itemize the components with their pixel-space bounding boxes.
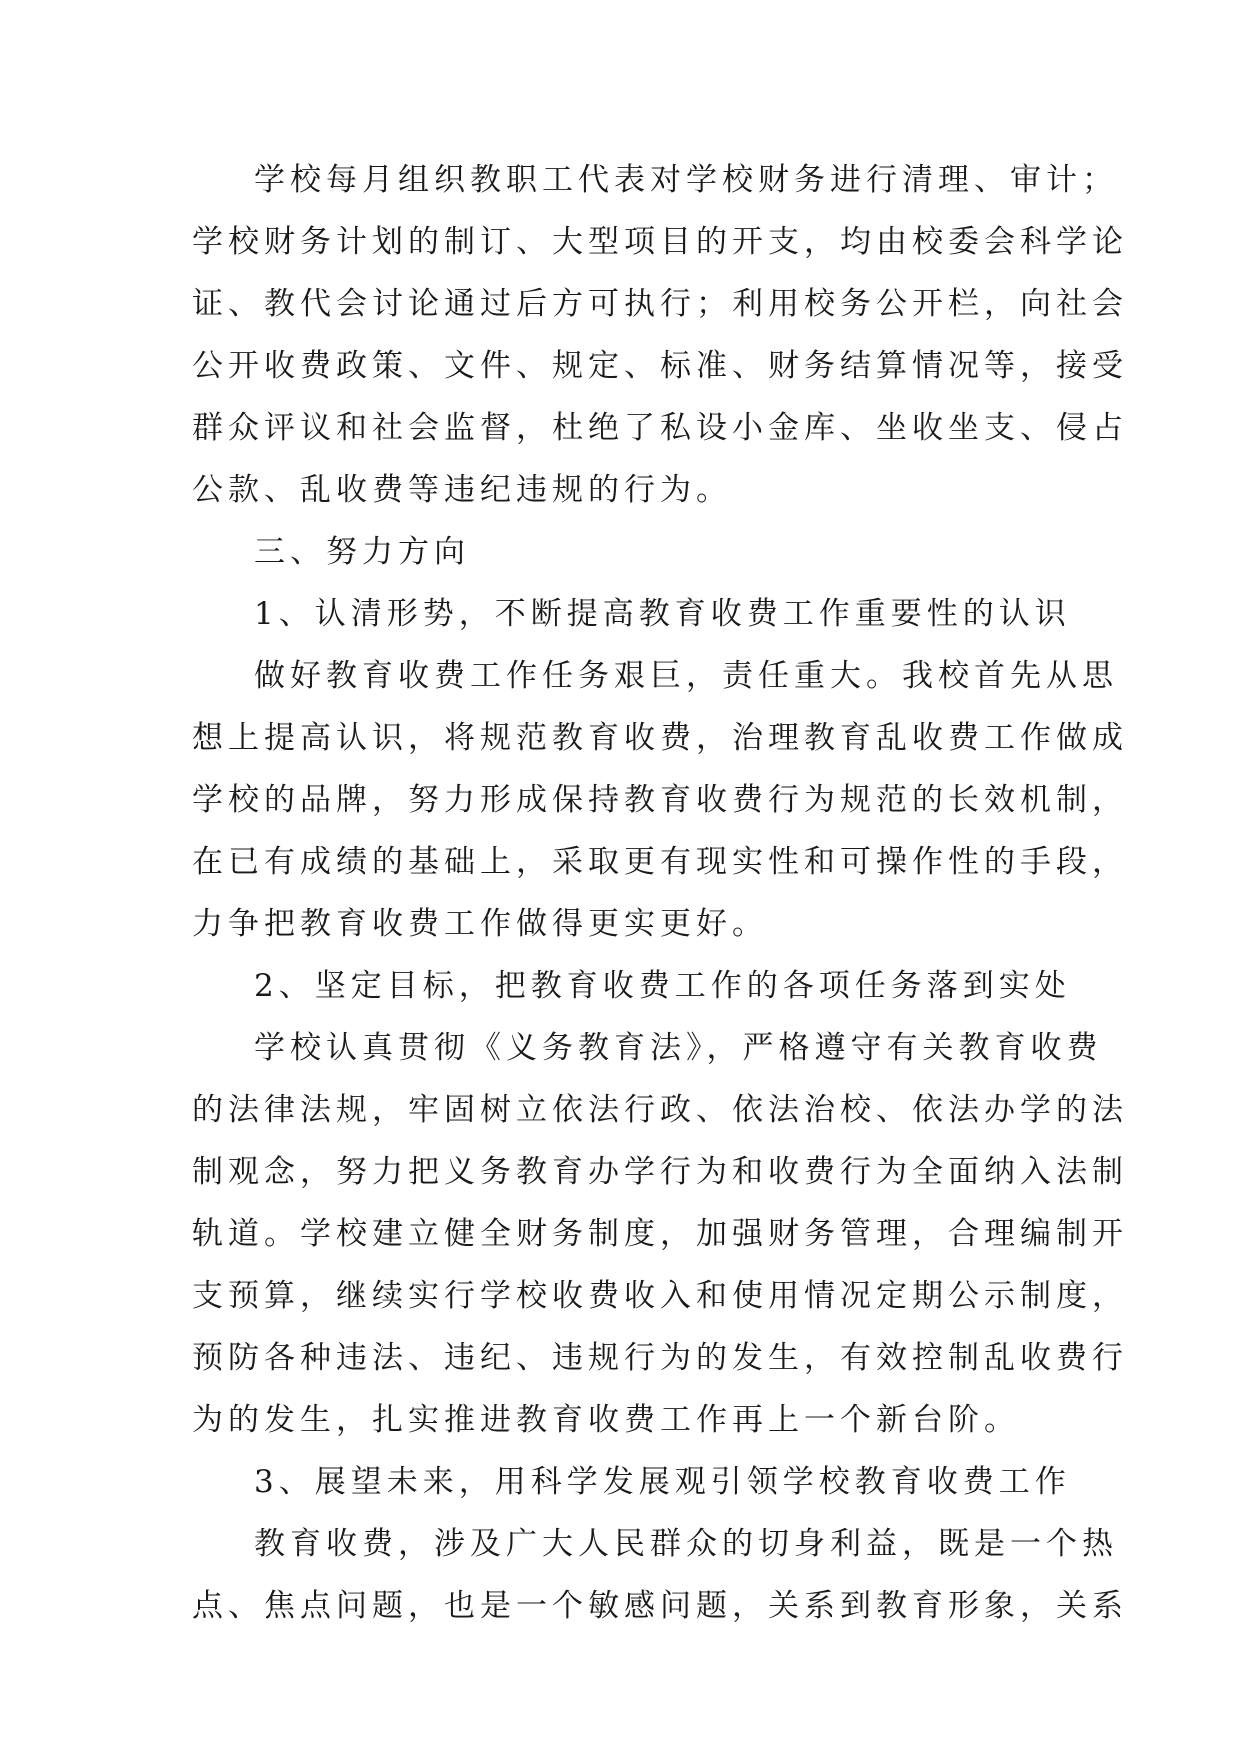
text-line: 轨道。学校建立健全财务制度，加强财务管理，合理编制开 [192, 1216, 1128, 1252]
text-line: 的法律法规，牢固树立依法行政、依法治校、依法办学的法 [192, 1092, 1128, 1128]
text-line: 在已有成绩的基础上，采取更有现实性和可操作性的手段， [192, 844, 1128, 880]
text-line: 公款、乱收费等违纪违规的行为。 [192, 472, 732, 508]
text-line: 想上提高认识，将规范教育收费，治理教育乱收费工作做成 [192, 720, 1128, 756]
subsection-heading: 2、坚定目标，把教育收费工作的各项任务落到实处 [254, 968, 1071, 1004]
text-line: 公开收费政策、文件、规定、标准、财务结算情况等，接受 [192, 348, 1128, 384]
text-line: 学校的品牌，努力形成保持教育收费行为规范的长效机制， [192, 782, 1128, 818]
text-line: 做好教育收费工作任务艰巨，责任重大。我校首先从思 [254, 658, 1118, 694]
text-line: 支预算，继续实行学校收费收入和使用情况定期公示制度， [192, 1278, 1128, 1314]
text-line: 力争把教育收费工作做得更实更好。 [192, 906, 768, 942]
section-heading: 三、努力方向 [254, 534, 470, 570]
text-line: 制观念，努力把义务教育办学行为和收费行为全面纳入法制 [192, 1154, 1128, 1190]
text-line: 点、焦点问题，也是一个敏感问题，关系到教育形象，关系 [192, 1588, 1128, 1624]
text-line: 预防各种违法、违纪、违规行为的发生，有效控制乱收费行 [192, 1340, 1128, 1376]
text-line: 证、教代会讨论通过后方可执行；利用校务公开栏，向社会 [192, 286, 1128, 322]
text-line: 学校每月组织教职工代表对学校财务进行清理、审计； [254, 162, 1118, 198]
text-line: 为的发生，扎实推进教育收费工作再上一个新台阶。 [192, 1402, 1020, 1438]
text-line: 教育收费，涉及广大人民群众的切身利益，既是一个热 [254, 1526, 1118, 1562]
subsection-heading: 1、认清形势，不断提高教育收费工作重要性的认识 [254, 596, 1071, 632]
document-body [192, 149, 1128, 1637]
text-line: 学校财务计划的制订、大型项目的开支，均由校委会科学论 [192, 224, 1128, 260]
subsection-heading: 3、展望未来，用科学发展观引领学校教育收费工作 [254, 1464, 1071, 1500]
text-line: 学校认真贯彻《义务教育法》，严格遵守有关教育收费 [254, 1030, 1103, 1066]
text-line: 群众评议和社会监督，杜绝了私设小金库、坐收坐支、侵占 [192, 410, 1128, 446]
